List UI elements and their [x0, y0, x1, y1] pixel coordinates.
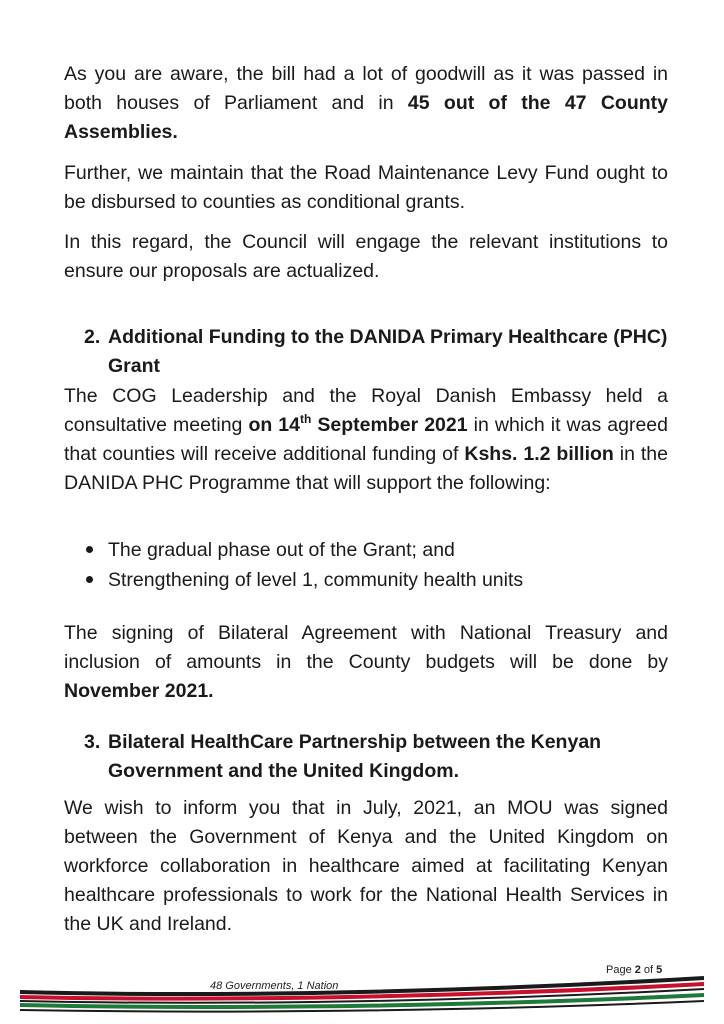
paragraph-goodwill	[64, 60, 668, 147]
stripe-black	[20, 978, 704, 994]
bullet-list	[84, 535, 523, 595]
page-of: of	[640, 964, 657, 976]
page-current: 2	[634, 964, 641, 976]
paragraph-road-levy: Further, we maintain that the Road Maintenance Levy Fund ought to be disbursed to counties as conditional grants.	[64, 162, 668, 213]
page-prefix: Page	[606, 964, 635, 976]
paragraph-text: The signing of Bilateral Agreement with National Treasury and inclusion of amounts in the County budgets will be done by	[64, 622, 668, 673]
footer-motto: 48 Governments, 1 Nation	[210, 980, 339, 992]
paragraph-text: As you are aware, the bill had a lot of goodwill as it was passed in both houses of Parliament and in	[64, 63, 668, 114]
list-item	[84, 565, 523, 595]
section-heading-danida	[84, 323, 668, 381]
section-title-line1: Bilateral HealthCare Partnership between the Kenyan	[108, 731, 602, 753]
date-day: on 14	[248, 414, 300, 436]
section-title-line2: Government and the United Kingdom.	[108, 760, 460, 782]
paragraph-text: in which it was agreed that counties will receive additional funding of	[64, 414, 668, 465]
bold-county-assemblies: 45 out of the 47 County Assemblies	[64, 92, 668, 143]
list-item-text: The gradual phase out of the Grant; and	[108, 539, 455, 561]
bold-funding-amount: Kshs. 1.2 billion	[464, 443, 614, 465]
date-ordinal: th	[300, 412, 312, 426]
section-heading-uk-partnership	[84, 728, 668, 786]
section-title-line1: Additional Funding to the DANIDA Primary Healthcare (PHC)	[108, 326, 668, 348]
paragraph-council-engage: In this regard, the Council will engage the relevant institutions to ensure our proposals are actualized.	[64, 231, 668, 282]
date-month-year: September 2021	[311, 414, 468, 436]
paragraph-mou: We wish to inform you that in July, 2021, an MOU was signed between the Government of Kenya and the United Kingdom on workforce collaboration in healthcare aimed at facilitating Kenyan healthcare professionals to work for the National Health Services in the UK and Ireland.	[64, 797, 668, 935]
list-item	[84, 535, 523, 565]
section-title-line2: Grant	[108, 355, 161, 377]
paragraph-bilateral-agreement	[64, 619, 668, 706]
paragraph-text: The COG Leadership and the Royal Danish Embassy held a consultative meeting	[64, 385, 668, 436]
paragraph-danida-meeting	[64, 382, 668, 498]
list-item-text: Strengthening of level 1, community health units	[108, 569, 524, 591]
bullet-dot-icon	[86, 576, 93, 583]
bold-meeting-date	[248, 414, 467, 436]
section-number: 2.	[84, 326, 101, 348]
page-total: 5	[656, 964, 663, 976]
bullet-dot-icon	[86, 546, 93, 553]
period: .	[172, 121, 178, 143]
bold-deadline: November 2021.	[64, 680, 214, 702]
kenya-flag-stripes-graphic	[0, 970, 724, 1024]
section-number: 3.	[84, 731, 101, 753]
paragraph-text: in the DANIDA PHC Programme that will support the following:	[64, 443, 668, 494]
